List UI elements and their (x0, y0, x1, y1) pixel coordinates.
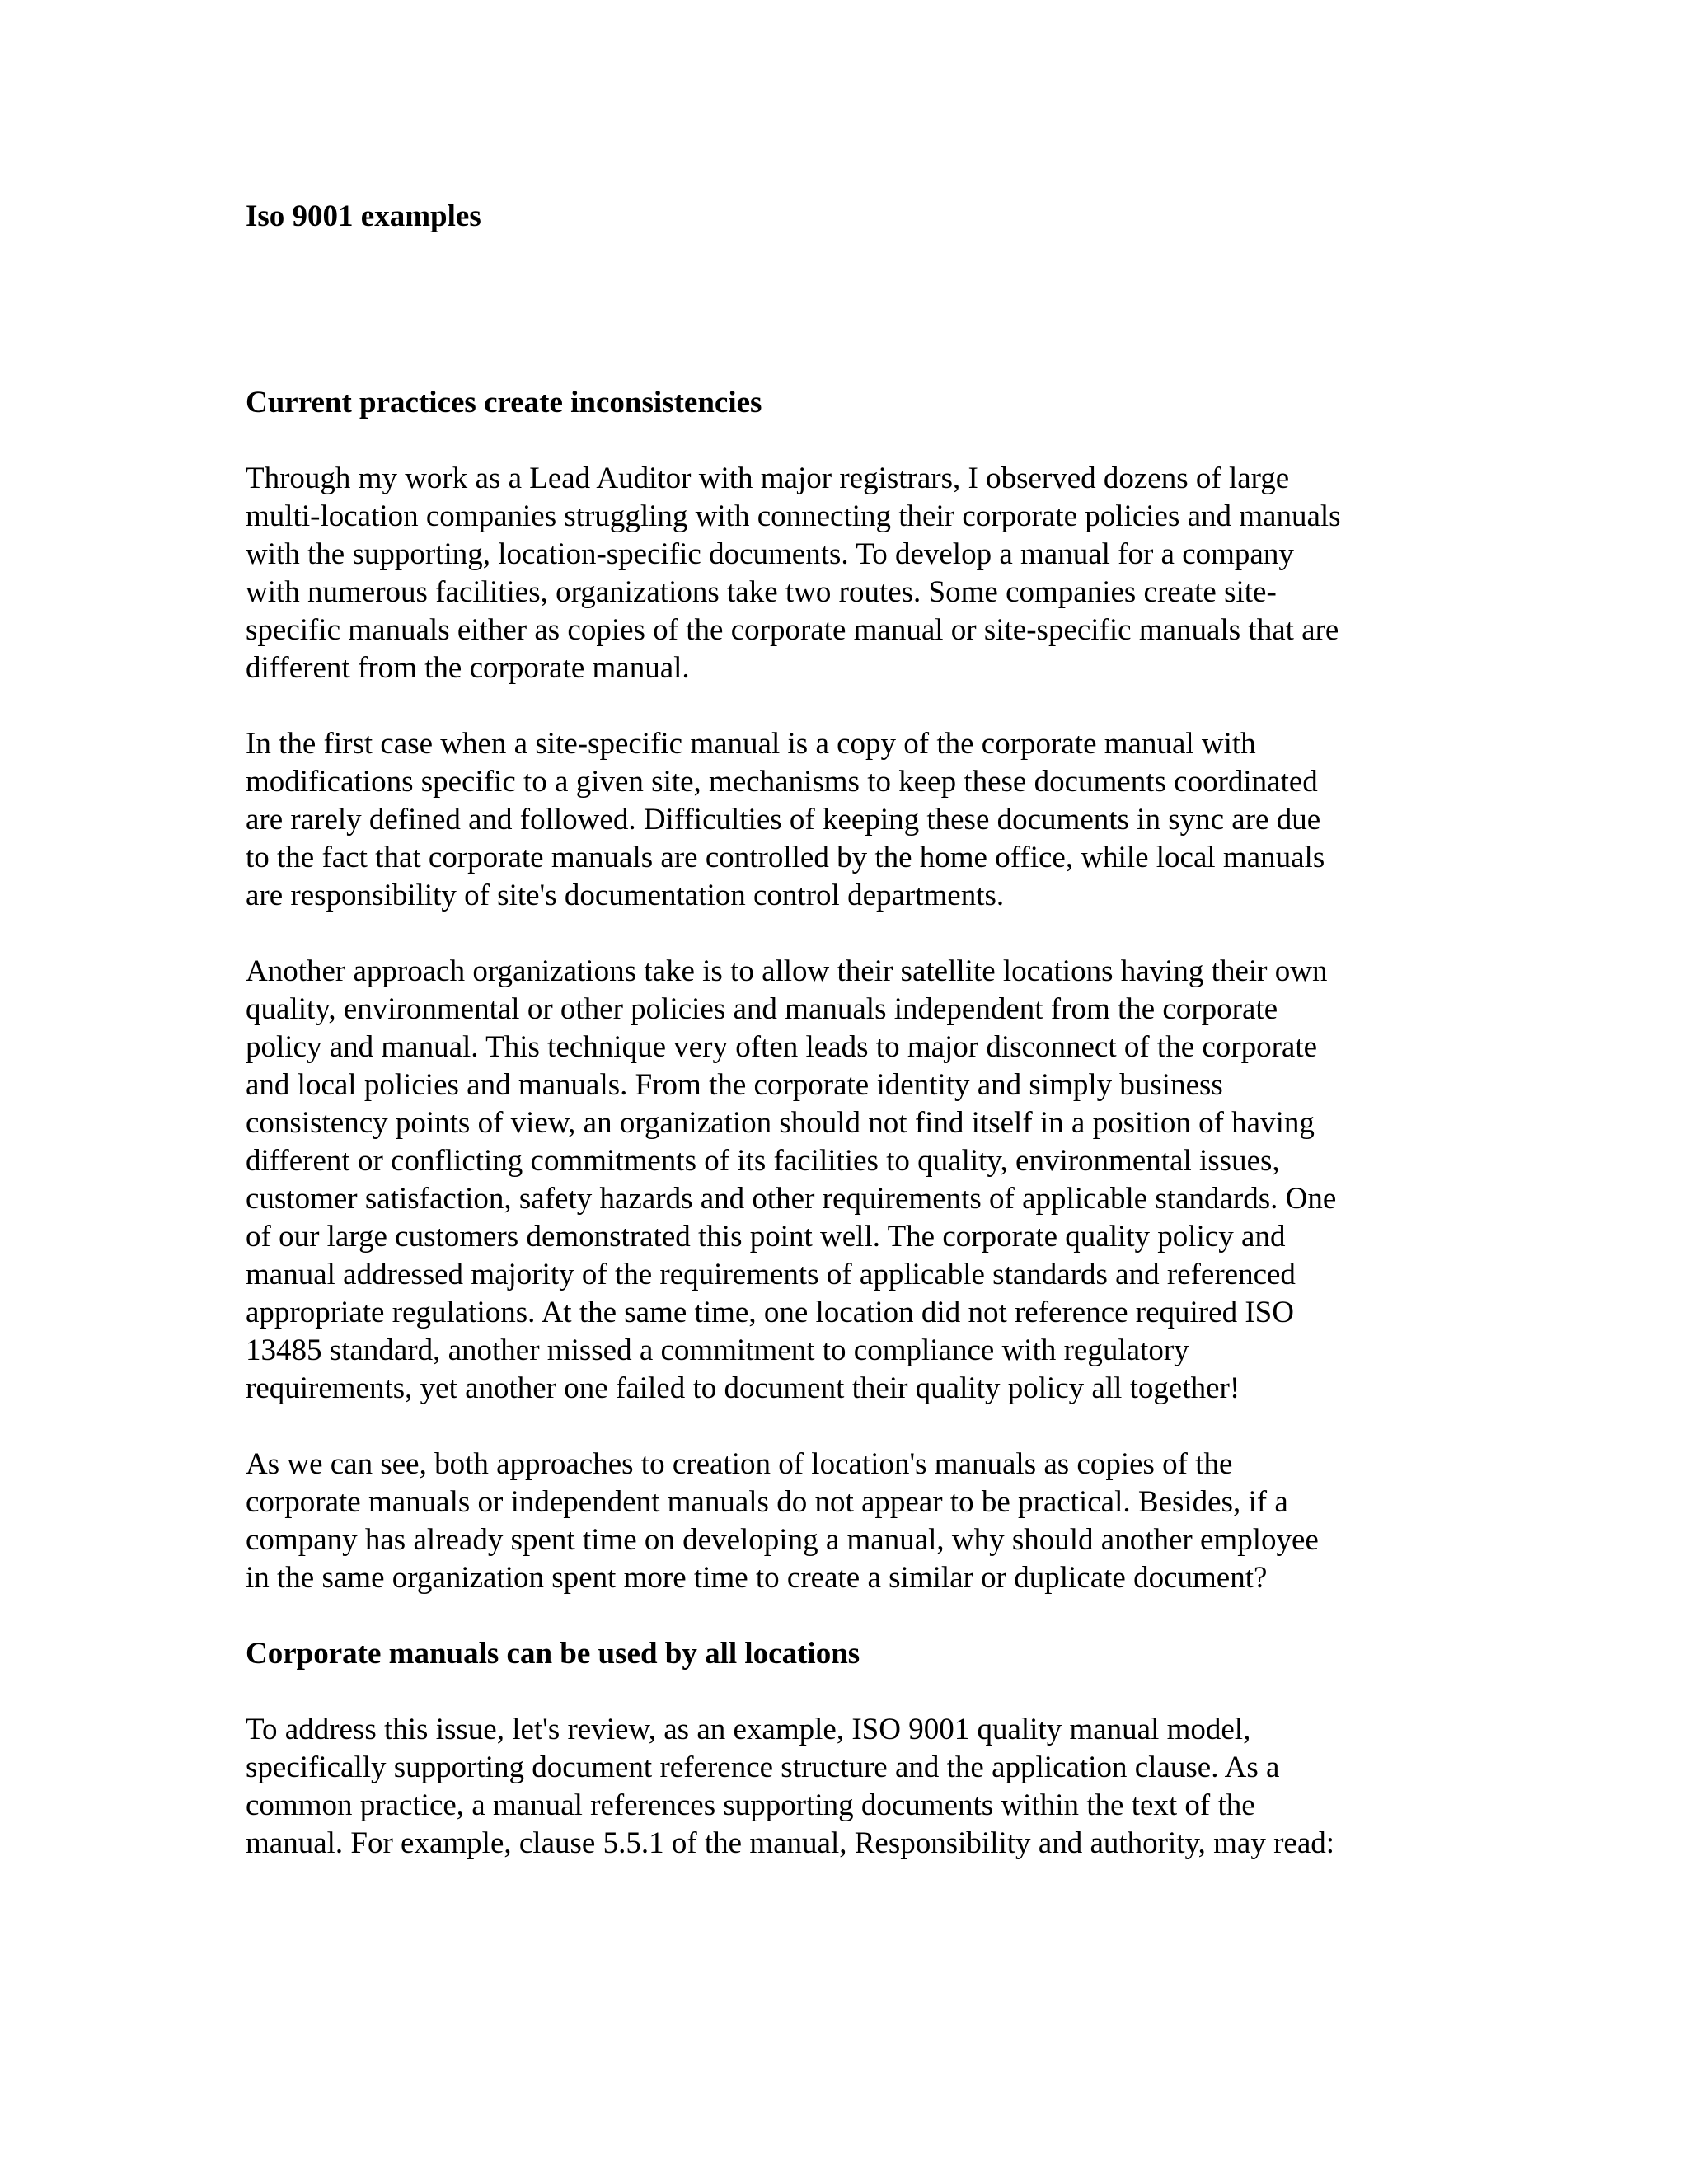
text-line: quality, environmental or other policies and manuals independent from the corporate (246, 992, 1278, 1026)
text-line: Another approach organizations take is to allow their satellite locations having their own (246, 954, 1328, 988)
text-line: 13485 standard, another missed a commitment to compliance with regulatory (246, 1333, 1189, 1367)
paragraph (246, 1711, 1442, 1863)
text-line: Through my work as a Lead Auditor with major registrars, I observed dozens of large (246, 462, 1290, 495)
text-line: To address this issue, let's review, as an example, ISO 9001 quality manual model, (246, 1713, 1251, 1746)
text-line: are responsibility of site's documentation control departments. (246, 879, 1005, 912)
section-heading: Corporate manuals can be used by all locations (246, 1637, 860, 1671)
text-line: requirements, yet another one failed to document their quality policy all together! (246, 1371, 1240, 1405)
section-current-practices (246, 384, 1442, 1597)
text-line: multi-location companies struggling with connecting their corporate policies and manuals (246, 499, 1341, 533)
paragraph (246, 1446, 1442, 1597)
section-corporate-manuals (246, 1635, 1442, 1863)
text-line: policy and manual. This technique very often leads to major disconnect of the corporate (246, 1030, 1318, 1064)
text-line: specifically supporting document reference structure and the application clause. As a (246, 1750, 1280, 1784)
text-line: company has already spent time on developing a manual, why should another employee (246, 1523, 1319, 1557)
text-line: In the first case when a site-specific manual is a copy of the corporate manual with (246, 727, 1256, 761)
paragraph (246, 460, 1442, 687)
text-line: different from the corporate manual. (246, 651, 690, 685)
text-line: different or conflicting commitments of its facilities to quality, environmental issues, (246, 1144, 1280, 1178)
text-line: common practice, a manual references supporting documents within the text of the (246, 1788, 1255, 1822)
section-heading: Current practices create inconsistencies (246, 386, 762, 419)
text-line: to the fact that corporate manuals are controlled by the home office, while local manuals (246, 841, 1325, 874)
text-line: manual addressed majority of the requirements of applicable standards and referenced (246, 1258, 1296, 1291)
document-title: Iso 9001 examples (246, 199, 481, 233)
text-line: As we can see, both approaches to creation of location's manuals as copies of the (246, 1447, 1233, 1481)
text-line: specific manuals either as copies of the corporate manual or site-specific manuals that are (246, 613, 1339, 647)
text-line: with numerous facilities, organizations take two routes. Some companies create site- (246, 575, 1277, 609)
text-line: appropriate regulations. At the same time, one location did not reference required ISO (246, 1296, 1294, 1329)
text-line: in the same organization spent more time to create a similar or duplicate document? (246, 1561, 1268, 1595)
document-body (246, 384, 1442, 1900)
text-line: corporate manuals or independent manuals do not appear to be practical. Besides, if a (246, 1485, 1288, 1519)
text-line: with the supporting, location-specific documents. To develop a manual for a company (246, 537, 1294, 571)
paragraph (246, 725, 1442, 915)
text-line: are rarely defined and followed. Difficulties of keeping these documents in sync are due (246, 803, 1321, 837)
text-line: and local policies and manuals. From the corporate identity and simply business (246, 1068, 1223, 1102)
text-line: modifications specific to a given site, mechanisms to keep these documents coordinated (246, 765, 1318, 799)
text-line: customer satisfaction, safety hazards and other requirements of applicable standards. One (246, 1182, 1337, 1216)
text-line: manual. For example, clause 5.5.1 of the manual, Responsibility and authority, may read: (246, 1826, 1335, 1860)
text-line: of our large customers demonstrated this point well. The corporate quality policy and (246, 1220, 1286, 1254)
text-line: consistency points of view, an organization should not find itself in a position of having (246, 1106, 1315, 1140)
paragraph (246, 953, 1442, 1408)
